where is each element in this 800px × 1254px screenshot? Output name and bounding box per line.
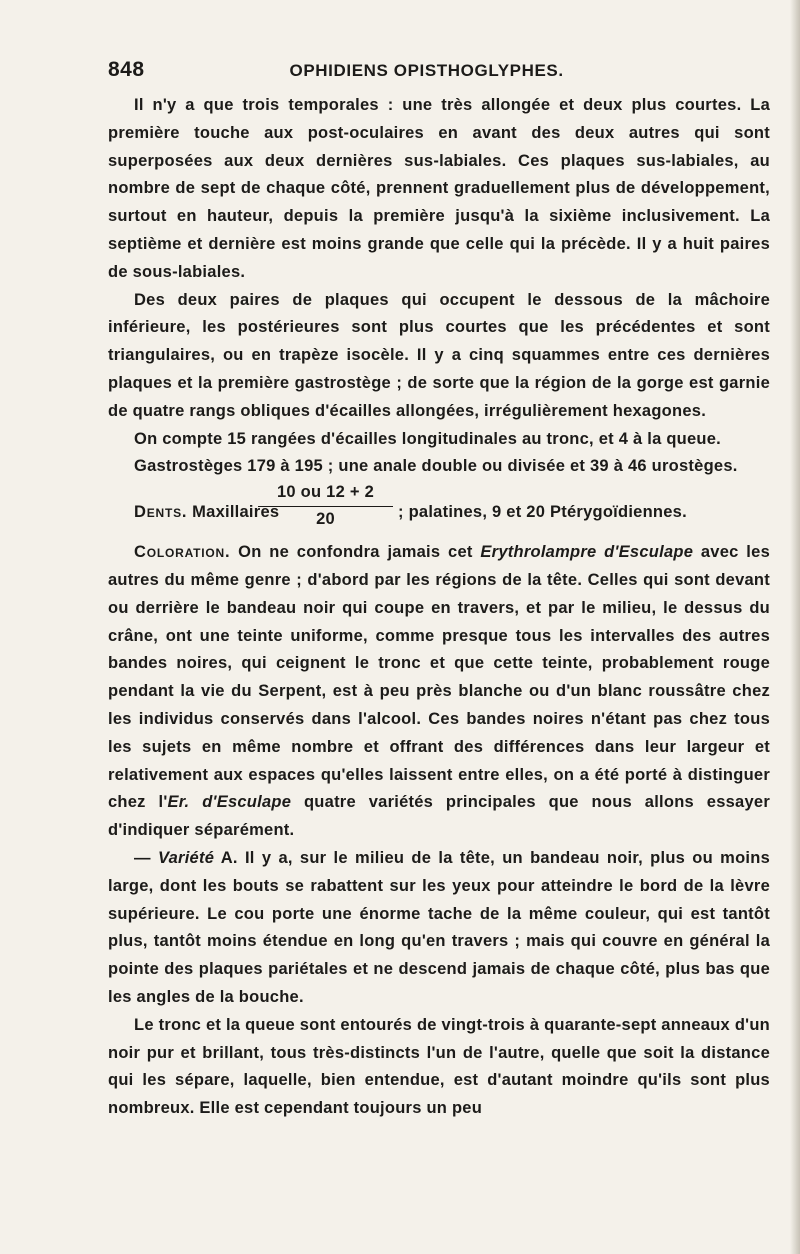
- fraction-bar: [258, 506, 393, 507]
- page-edge-shadow: [790, 0, 800, 1254]
- page-number: 848: [108, 58, 145, 81]
- paragraph-gastrosteges: Gastrostèges 179 à 195 ; une anale double ou divisée et 39 à 46 urostèges.: [134, 457, 738, 476]
- paragraph-variete-a: [108, 845, 770, 1012]
- paragraph-coloration: [108, 539, 770, 845]
- dentition-fraction: [258, 481, 393, 530]
- coloration-text-c: quatre variétés principales que nous allons essayer d'indiquer séparément.: [108, 793, 771, 840]
- dents-palatines: ; palatines, 9 et 20 Ptérygoïdiennes.: [398, 503, 687, 522]
- page-body: [108, 92, 770, 1123]
- fraction-numerator: 10 ou 12 + 2: [276, 483, 374, 502]
- coloration-text-a: On ne confondra jamais cet: [230, 543, 481, 562]
- species-name-short: Er. d'Esculape: [167, 793, 292, 812]
- dents-maxillaires: Maxillaires: [192, 503, 280, 522]
- variety-a-text: A. Il y a, sur le milieu de la tête, un bandeau noir, plus ou moins large, dont les bouts se rabattent sur les yeux pour atteindre le bord de la lèvre supérieure. Le cou porte une énorme tache de la même couleur, qui est tantôt plus, tantôt moins étendue en long qu'en travers ; mais qui couvre en général la pointe des plaques pariétales et ne descend jamais de chaque côté, plus bas que les angles de la bouche.: [108, 848, 771, 1006]
- dentition-formula: [108, 481, 770, 539]
- paragraph-anneaux: Le tronc et la queue sont entourés de vingt-trois à quarante-sept anneaux d'un noir pur et brillant, tous très-distincts l'un de l'autre, quelle que soit la distance qui les sépare, laquelle, bien entendue, est d'autant moindre qu'ils sont plus nombreux. Elle est cependant toujours un peu: [108, 1015, 770, 1118]
- running-title: OPHIDIENS OPISTHOGLYPHES.: [289, 61, 564, 80]
- paragraph-machoire: Des deux paires de plaques qui occupent le dessous de la mâchoire inférieure, les postérieures sont plus courtes que les précédentes et sont triangulaires, ou en trapèze isocèle. Il y a cinq squammes entre ces dernières plaques et la première gastrostège ; de sorte que la région de la gorge est garnie de quatre rangs obliques d'écailles allongées, irrégulièrement hexagones.: [108, 290, 770, 420]
- fraction-denominator: 20: [316, 510, 335, 529]
- paragraph-temporales: Il n'y a que trois temporales : une très allongée et deux plus courtes. La première touche aux post-oculaires en avant des deux autres qui sont superposées aux deux dernières sus-labiales. Ces plaques sus-labiales, au nombre de sept de chaque côté, prennent graduellement plus de développement, surtout en hauteur, depuis la première jusqu'à la sixième inclusivement. La septième et dernière est moins grande que celle qui la précède. Il y a huit paires de sous-labiales.: [108, 96, 770, 281]
- book-page: [108, 58, 770, 1123]
- variety-dash: —: [134, 848, 158, 867]
- species-name: Erythrolampre d'Esculape: [480, 543, 694, 562]
- coloration-text-b: avec les autres du même genre ; d'abord par les régions de la tête. Celles qui sont devant ou derrière le bandeau noir qui coupe en travers, et par le milieu, le dessus du crâne, ont une teinte uniforme, comme presque tous les intervalles des autres bandes noires, qui ceignent le tronc et que cette teinte, probablement rouge pendant la vie du Serpent, est à peu près blanche ou d'un blanc roussâtre chez les individus conservés dans l'alcool. Ces bandes noires n'étant pas chez tous les sujets en même nombre et offrant des différences dans leur largeur et relativement aux espaces qu'elles laissent entre elles, on a été porté à distinguer chez l': [108, 543, 770, 812]
- page-header: [108, 58, 770, 92]
- dentition-label-group: [108, 499, 279, 527]
- variety-label: Variété: [157, 848, 215, 867]
- dents-label: Dents.: [134, 503, 188, 522]
- coloration-label: Coloration.: [134, 543, 231, 562]
- paragraph-rangees: On compte 15 rangées d'écailles longitudinales au tronc, et 4 à la queue.: [134, 429, 722, 448]
